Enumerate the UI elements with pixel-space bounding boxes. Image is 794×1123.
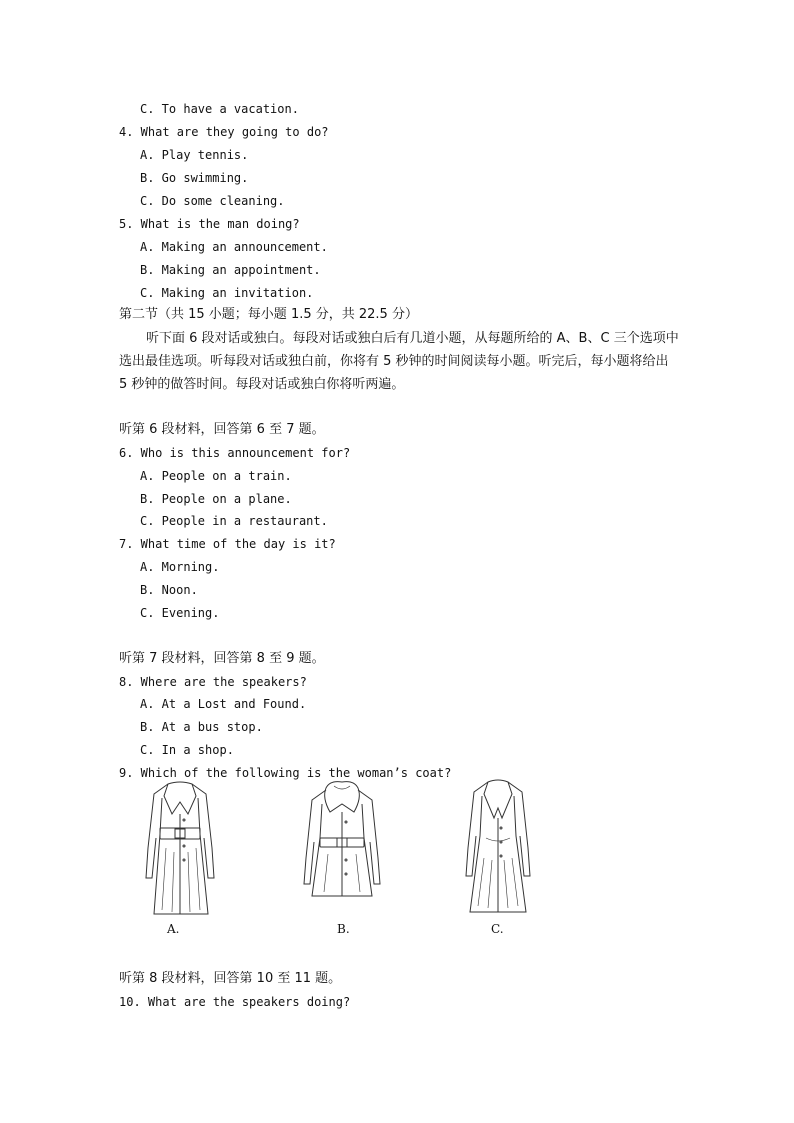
coat-c-label: C. bbox=[491, 922, 504, 936]
material7-heading: 听第 7 段材料，回答第 8 至 9 题。 bbox=[119, 651, 325, 666]
q8-option-c: C. In a shop. bbox=[140, 743, 234, 757]
q5-option-c: C. Making an invitation. bbox=[140, 286, 314, 300]
q6-option-b: B. People on a plane. bbox=[140, 492, 292, 506]
q6-option-a: A. People on a train. bbox=[140, 469, 292, 483]
q9-stem: 9. Which of the following is the woman’s coat? bbox=[119, 766, 452, 780]
q5-stem: 5. What is the man doing? bbox=[119, 217, 300, 231]
coat-b-illustration bbox=[300, 778, 384, 920]
q10-stem: 10. What are the speakers doing? bbox=[119, 995, 351, 1009]
coat-a-label: A. bbox=[167, 922, 180, 936]
q4-option-b: B. Go swimming. bbox=[140, 171, 249, 185]
q5-option-a: A. Making an announcement. bbox=[140, 240, 328, 254]
section2-heading: 第二节（共 15 小题；每小题 1.5 分，共 22.5 分） bbox=[119, 307, 418, 322]
material8-heading: 听第 8 段材料，回答第 10 至 11 题。 bbox=[119, 971, 342, 986]
q8-stem: 8. Where are the speakers? bbox=[119, 675, 307, 689]
coat-b-label: B. bbox=[337, 922, 350, 936]
q4-option-a: A. Play tennis. bbox=[140, 148, 249, 162]
q5-option-b: B. Making an appointment. bbox=[140, 263, 321, 277]
q7-option-a: A. Morning. bbox=[140, 560, 220, 574]
material6-heading: 听第 6 段材料，回答第 6 至 7 题。 bbox=[119, 422, 325, 437]
q3-option-c: C. To have a vacation. bbox=[140, 102, 299, 116]
q8-option-b: B. At a bus stop. bbox=[140, 720, 263, 734]
q8-option-a: A. At a Lost and Found. bbox=[140, 697, 307, 711]
coat-c-illustration bbox=[460, 778, 536, 920]
q6-option-c: C. People in a restaurant. bbox=[140, 514, 328, 528]
section2-instructions: 听下面 6 段对话或独白。每段对话或独白后有几道小题，从每题所给的 A、B、C 三个选项中选出最佳选项。听每段对话或独白前，你将有 5 秒钟的时间阅读每小题。听完后，每小题将给出 5 秒钟的做答时间。每段对话或独白你将听两遍。 bbox=[119, 331, 679, 392]
q7-option-c: C. Evening. bbox=[140, 606, 220, 620]
q7-option-b: B. Noon. bbox=[140, 583, 198, 597]
q4-option-c: C. Do some cleaning. bbox=[140, 194, 285, 208]
q7-stem: 7. What time of the day is it? bbox=[119, 537, 336, 551]
coat-a-illustration bbox=[140, 778, 220, 920]
q6-stem: 6. Who is this announcement for? bbox=[119, 446, 351, 460]
q4-stem: 4. What are they going to do? bbox=[119, 125, 329, 139]
